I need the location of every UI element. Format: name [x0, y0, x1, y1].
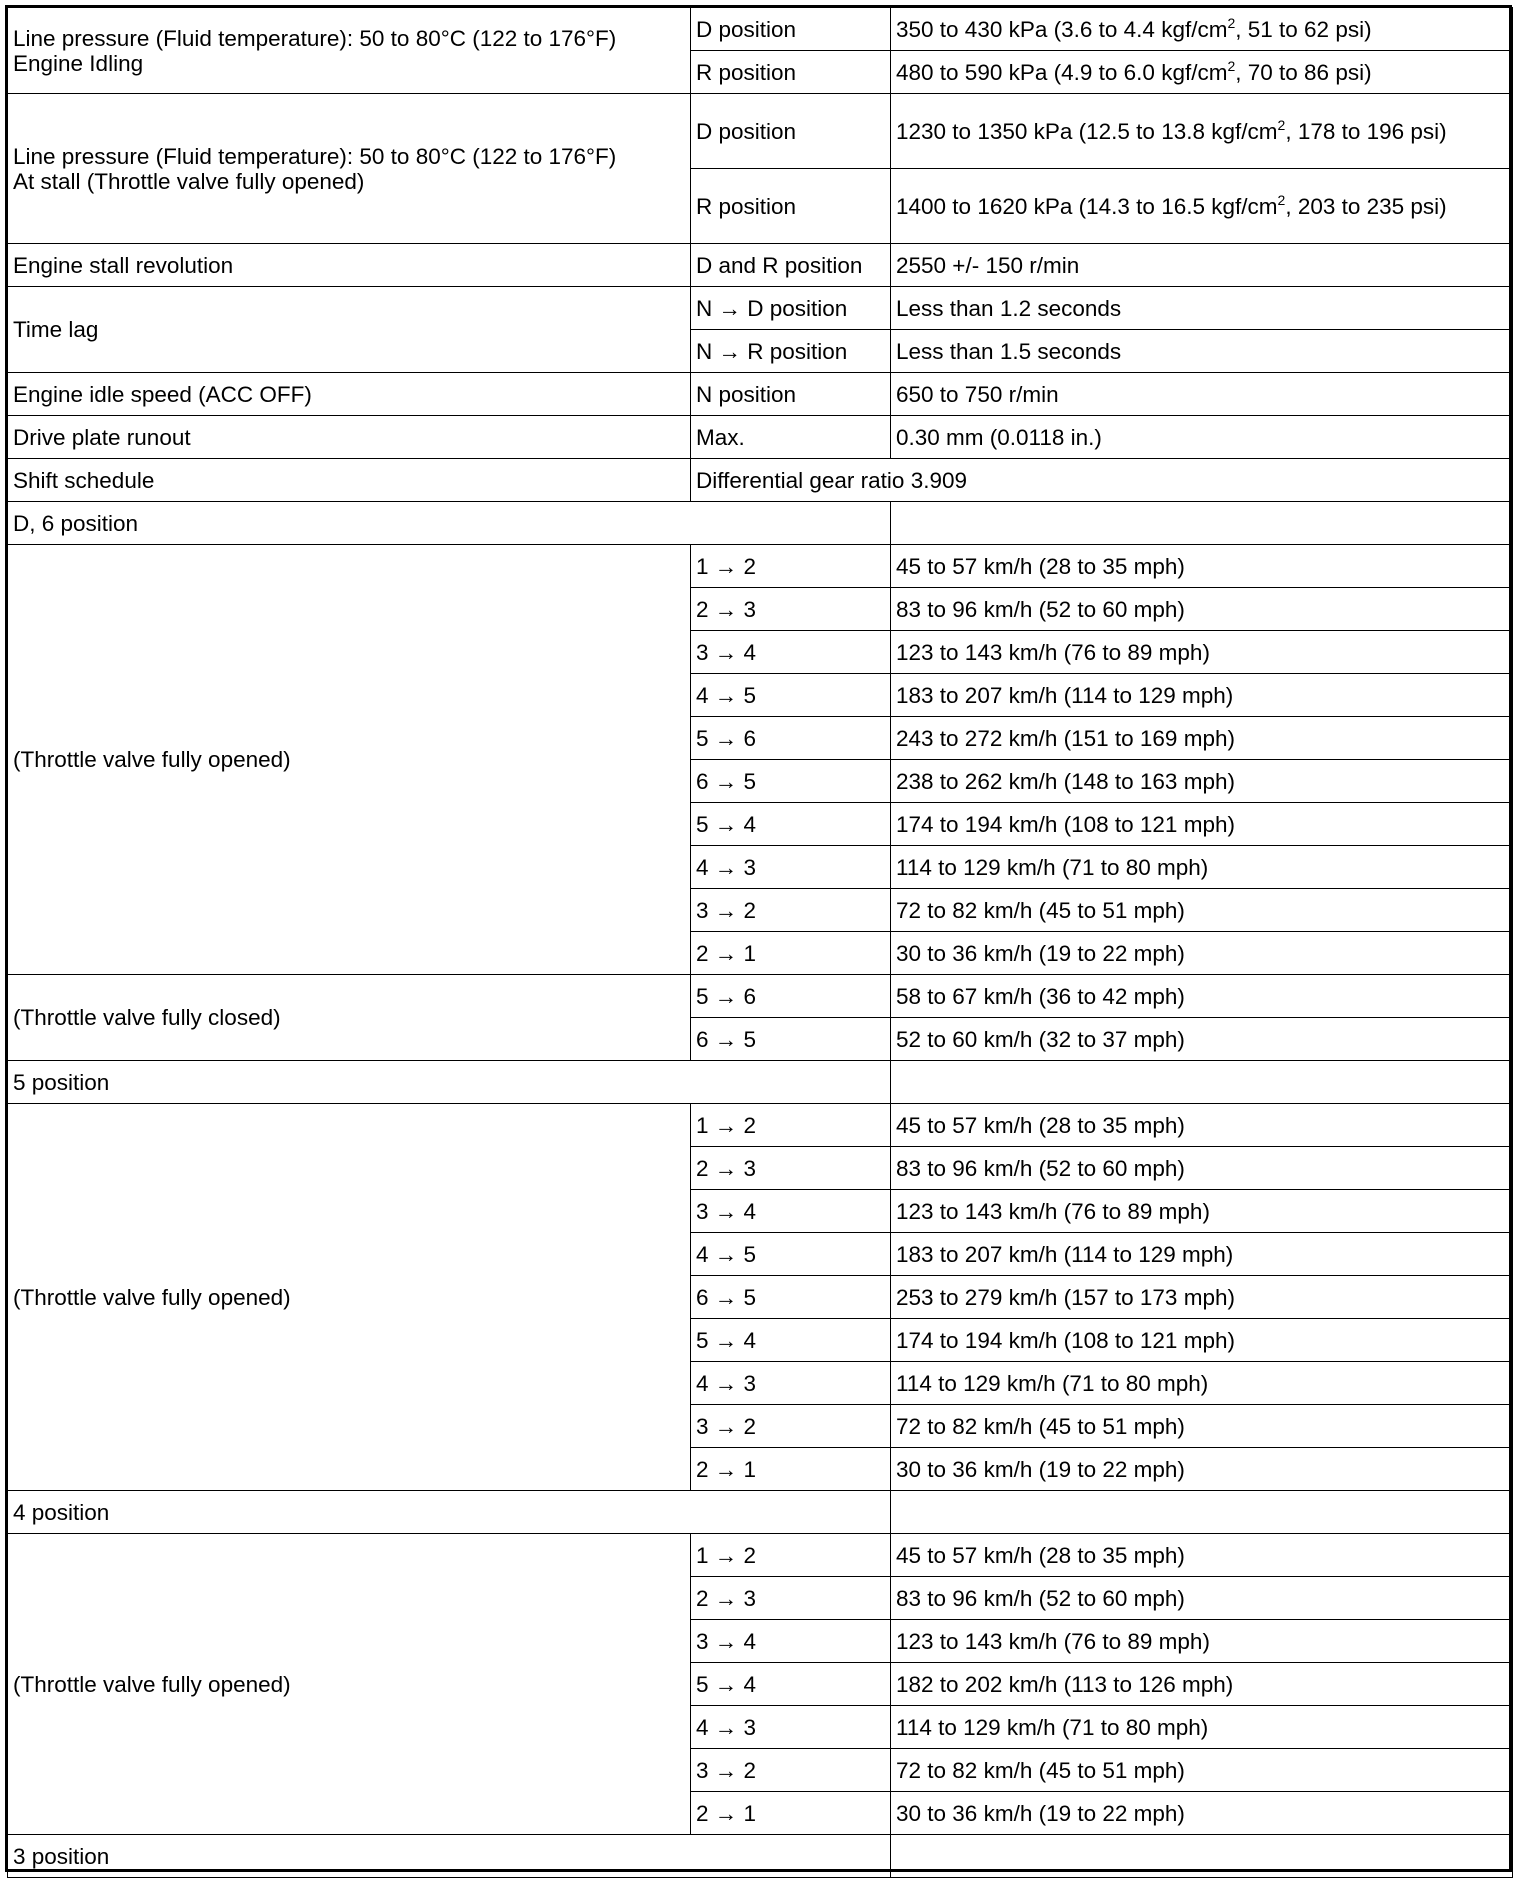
speed-value-cell: 45 to 57 km/h (28 to 35 mph)	[891, 545, 1513, 588]
position-cell: D position	[691, 8, 891, 51]
row-label: Shift schedule	[8, 459, 691, 502]
position-cell: Max.	[691, 416, 891, 459]
speed-value-cell: 45 to 57 km/h (28 to 35 mph)	[891, 1534, 1513, 1577]
shift-cell: 6 → 5	[691, 760, 891, 803]
shift-cell: 5 → 6	[691, 717, 891, 760]
row-label: Engine idle speed (ACC OFF)	[8, 373, 691, 416]
value-cell: 2550 +/- 150 r/min	[891, 244, 1513, 287]
shift-cell: 1 → 2	[691, 1534, 891, 1577]
shift-cell: 5 → 6	[691, 975, 891, 1018]
speed-value-cell: 114 to 129 km/h (71 to 80 mph)	[891, 1706, 1513, 1749]
shift-cell: 5 → 4	[691, 803, 891, 846]
throttle-condition-label: (Throttle valve fully opened)	[8, 1104, 691, 1491]
speed-value-cell: 182 to 202 km/h (113 to 126 mph)	[891, 1663, 1513, 1706]
shift-cell: 3 → 2	[691, 1749, 891, 1792]
speed-value-cell: 183 to 207 km/h (114 to 129 mph)	[891, 674, 1513, 717]
line-pressure-idling-label	[8, 8, 691, 94]
line-pressure-stall-label	[8, 94, 691, 244]
section-header-row	[8, 502, 1513, 545]
row-label: Drive plate runout	[8, 416, 691, 459]
empty-cell	[891, 1491, 1513, 1534]
table-row	[8, 416, 1513, 459]
value-cell: 350 to 430 kPa (3.6 to 4.4 kgf/$cm^2$, 51 to 62 psi)	[891, 8, 1513, 51]
shift-row	[8, 975, 1513, 1018]
table-row	[8, 94, 1513, 169]
shift-cell: 2 → 1	[691, 932, 891, 975]
shift-cell: 2 → 3	[691, 1147, 891, 1190]
row-label: Time lag	[8, 287, 691, 373]
section-header-row	[8, 1835, 1513, 1878]
speed-value-cell: 83 to 96 km/h (52 to 60 mph)	[891, 1577, 1513, 1620]
position-cell: R position	[691, 169, 891, 244]
shift-cell: 5 → 4	[691, 1663, 891, 1706]
shift-cell: 4 → 5	[691, 1233, 891, 1276]
value-cell: 480 to 590 kPa (4.9 to 6.0 kgf/$cm^2$, 70 to 86 psi)	[891, 51, 1513, 94]
speed-value-cell: 83 to 96 km/h (52 to 60 mph)	[891, 1147, 1513, 1190]
value-cell: Differential gear ratio 3.909	[691, 459, 1513, 502]
section-header: 3 position	[8, 1835, 891, 1878]
empty-cell	[891, 1061, 1513, 1104]
value-cell: Less than 1.5 seconds	[891, 330, 1513, 373]
position-cell: D and R position	[691, 244, 891, 287]
speed-value-cell: 114 to 129 km/h (71 to 80 mph)	[891, 846, 1513, 889]
transmission-spec-table	[7, 7, 1513, 1878]
speed-value-cell: 123 to 143 km/h (76 to 89 mph)	[891, 1620, 1513, 1663]
at-stall-label: At stall (Throttle valve fully opened)	[13, 168, 365, 194]
shift-cell: 3 → 4	[691, 631, 891, 674]
position-cell: N position	[691, 373, 891, 416]
shift-cell: 4 → 3	[691, 1362, 891, 1405]
shift-cell: 1 → 2	[691, 1104, 891, 1147]
empty-cell	[891, 1835, 1513, 1878]
shift-row	[8, 1534, 1513, 1577]
throttle-condition-label: (Throttle valve fully closed)	[8, 975, 691, 1061]
section-header: 4 position	[8, 1491, 891, 1534]
table-row	[8, 244, 1513, 287]
shift-cell: 3 → 2	[691, 1405, 891, 1448]
shift-cell: 2 → 1	[691, 1448, 891, 1491]
shift-cell: 3 → 4	[691, 1190, 891, 1233]
value-cell: 1400 to 1620 kPa (14.3 to 16.5 kgf/$cm^2$, 203 to 235 psi)	[891, 169, 1513, 244]
shift-cell: 6 → 5	[691, 1018, 891, 1061]
section-header: D, 6 position	[8, 502, 891, 545]
shift-row	[8, 1104, 1513, 1147]
speed-value-cell: 243 to 272 km/h (151 to 169 mph)	[891, 717, 1513, 760]
throttle-condition-label: (Throttle valve fully opened)	[8, 545, 691, 975]
shift-cell: 2 → 1	[691, 1792, 891, 1835]
speed-value-cell: 123 to 143 km/h (76 to 89 mph)	[891, 631, 1513, 674]
speed-value-cell: 30 to 36 km/h (19 to 22 mph)	[891, 1792, 1513, 1835]
shift-cell: 4 → 3	[691, 1706, 891, 1749]
speed-value-cell: 72 to 82 km/h (45 to 51 mph)	[891, 1749, 1513, 1792]
speed-value-cell: 253 to 279 km/h (157 to 173 mph)	[891, 1276, 1513, 1319]
speed-value-cell: 52 to 60 km/h (32 to 37 mph)	[891, 1018, 1513, 1061]
section-header-row	[8, 1061, 1513, 1104]
speed-value-cell: 174 to 194 km/h (108 to 121 mph)	[891, 803, 1513, 846]
speed-value-cell: 174 to 194 km/h (108 to 121 mph)	[891, 1319, 1513, 1362]
position-cell: R position	[691, 51, 891, 94]
speed-value-cell: 72 to 82 km/h (45 to 51 mph)	[891, 889, 1513, 932]
table-row	[8, 287, 1513, 330]
position-cell: N → R position	[691, 330, 891, 373]
speed-value-cell: 72 to 82 km/h (45 to 51 mph)	[891, 1405, 1513, 1448]
speed-value-cell: 123 to 143 km/h (76 to 89 mph)	[891, 1190, 1513, 1233]
speed-value-cell: 238 to 262 km/h (148 to 163 mph)	[891, 760, 1513, 803]
engine-idling-label: Engine Idling	[13, 50, 144, 76]
section-header-row	[8, 1491, 1513, 1534]
speed-value-cell: 30 to 36 km/h (19 to 22 mph)	[891, 932, 1513, 975]
position-cell: D position	[691, 94, 891, 169]
table-row	[8, 8, 1513, 51]
table-row	[8, 373, 1513, 416]
shift-cell: 5 → 4	[691, 1319, 891, 1362]
speed-value-cell: 114 to 129 km/h (71 to 80 mph)	[891, 1362, 1513, 1405]
speed-value-cell: 83 to 96 km/h (52 to 60 mph)	[891, 588, 1513, 631]
value-cell: Less than 1.2 seconds	[891, 287, 1513, 330]
shift-cell: 2 → 3	[691, 1577, 891, 1620]
shift-row	[8, 545, 1513, 588]
speed-value-cell: 58 to 67 km/h (36 to 42 mph)	[891, 975, 1513, 1018]
table-row	[8, 459, 1513, 502]
row-label: Engine stall revolution	[8, 244, 691, 287]
empty-cell	[891, 502, 1513, 545]
shift-cell: 3 → 2	[691, 889, 891, 932]
line-pressure-condition: Line pressure (Fluid temperature): 50 to 80°C (122 to 176°F)	[13, 143, 617, 169]
value-cell: 1230 to 1350 kPa (12.5 to 13.8 kgf/$cm^2$, 178 to 196 psi)	[891, 94, 1513, 169]
shift-cell: 6 → 5	[691, 1276, 891, 1319]
section-header: 5 position	[8, 1061, 891, 1104]
line-pressure-condition: Line pressure (Fluid temperature): 50 to 80°C (122 to 176°F)	[13, 25, 617, 51]
shift-cell: 4 → 3	[691, 846, 891, 889]
shift-cell: 2 → 3	[691, 588, 891, 631]
shift-cell: 4 → 5	[691, 674, 891, 717]
speed-value-cell: 183 to 207 km/h (114 to 129 mph)	[891, 1233, 1513, 1276]
value-cell: 650 to 750 r/min	[891, 373, 1513, 416]
shift-cell: 1 → 2	[691, 545, 891, 588]
shift-cell: 3 → 4	[691, 1620, 891, 1663]
value-cell: 0.30 mm (0.0118 in.)	[891, 416, 1513, 459]
speed-value-cell: 30 to 36 km/h (19 to 22 mph)	[891, 1448, 1513, 1491]
position-cell: N → D position	[691, 287, 891, 330]
throttle-condition-label: (Throttle valve fully opened)	[8, 1534, 691, 1835]
speed-value-cell: 45 to 57 km/h (28 to 35 mph)	[891, 1104, 1513, 1147]
